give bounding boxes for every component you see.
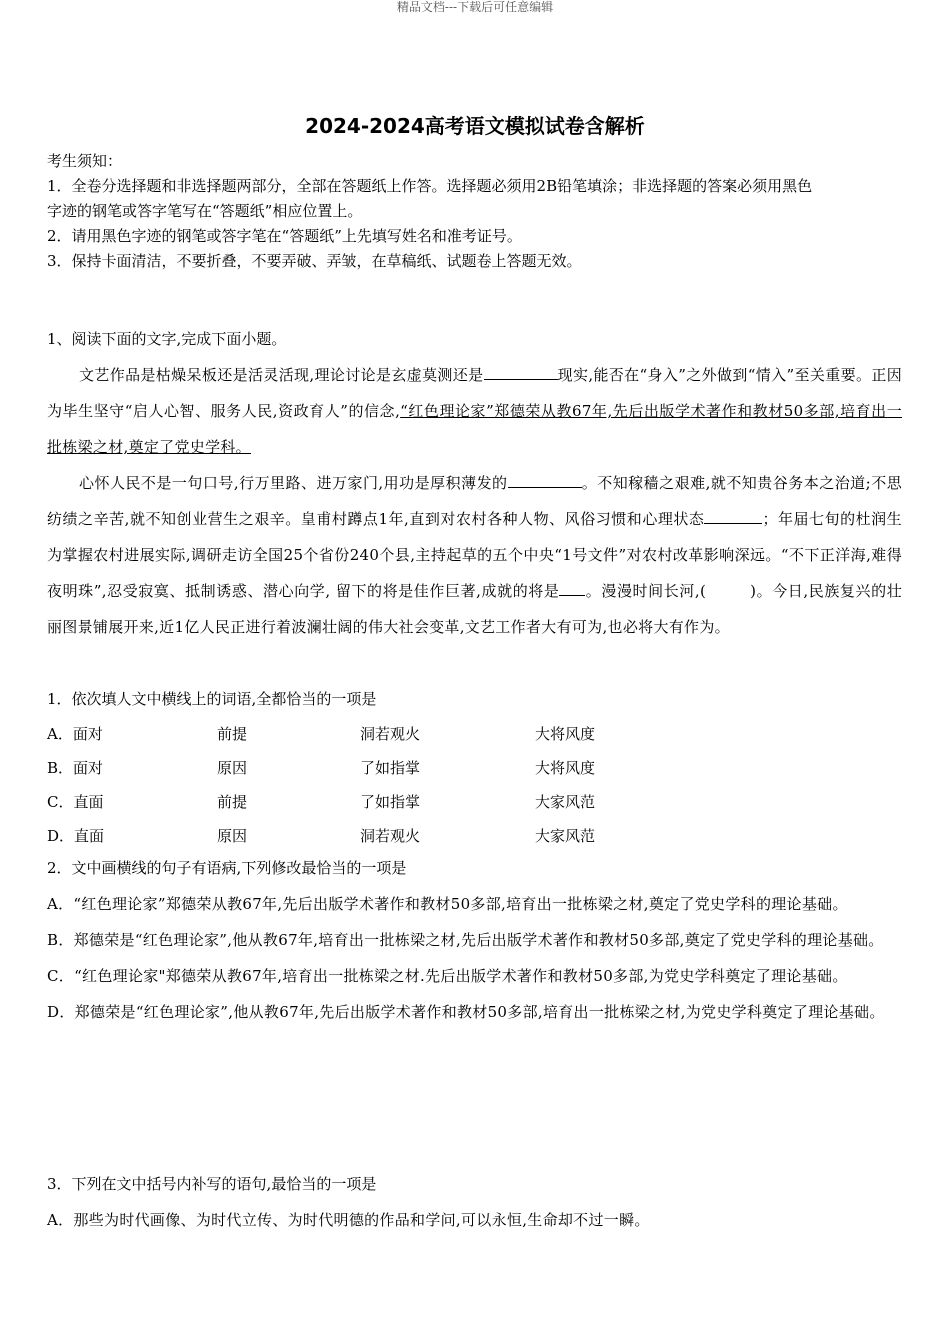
passage-text: )。今日,民族复兴的壮丽图景铺展开来,近1亿人民正进行着波澜壮阔的伟大社会变革,文艺工作者大有可为,也必将大有作为。 xyxy=(47,582,903,636)
option-a: A．“红色理论家”郑德荣从教67年,先后出版学术著作和教材50多部,培育出一批栋梁之材,奠定了党史学科的理论基础。 xyxy=(47,895,848,913)
option-row-a xyxy=(47,717,902,751)
option-label: C．直面 xyxy=(47,793,104,811)
notice-item: 3．保持卡面清洁，不要折叠，不要弄破、弄皱，在草稿纸、试题卷上答题无效。 xyxy=(47,252,582,270)
option-word: 洞若观火 xyxy=(360,725,421,743)
notice-item: 字迹的钢笔或答字笔写在“答题纸”相应位置上。 xyxy=(47,202,363,220)
option-label: B．面对 xyxy=(47,759,104,777)
notice-block xyxy=(47,149,902,274)
passage-text: 。漫漫时间长河,( xyxy=(585,582,707,600)
option-word: 大家风范 xyxy=(535,793,596,811)
passage-text: 心怀人民不是一句口号,行万里路、进万家门,用功是厚积薄发的 xyxy=(79,474,508,492)
passage-paragraph-1 xyxy=(47,357,902,465)
option-row-c xyxy=(47,785,902,819)
fill-blank-1 xyxy=(484,361,558,380)
passage-text: 文艺作品是枯燥呆板还是活灵活现,理论讨论是玄虚莫测还是 xyxy=(79,366,484,384)
fill-blank-2 xyxy=(508,469,582,488)
question-stem: 1．依次填人文中横线上的词语,全都恰当的一项是 xyxy=(47,690,377,708)
option-word: 大家风范 xyxy=(535,827,596,845)
question-1 xyxy=(47,681,902,853)
option-word: 前提 xyxy=(217,793,248,811)
fill-blank-3 xyxy=(704,505,762,524)
passage-paragraph-2 xyxy=(47,465,902,645)
option-word: 原因 xyxy=(217,759,248,777)
question-stem: 2．文中画横线的句子有语病,下列修改最恰当的一项是 xyxy=(47,859,407,877)
option-word: 大将风度 xyxy=(535,725,596,743)
option-a: A．那些为时代画像、为时代立传、为时代明德的作品和学问,可以永恒,生命却不过一瞬。 xyxy=(47,1211,650,1229)
option-word: 前提 xyxy=(217,725,248,743)
fill-blank-4 xyxy=(559,577,585,596)
question-2 xyxy=(47,850,902,1030)
option-word: 了如指掌 xyxy=(360,759,421,777)
option-row-b xyxy=(47,751,902,785)
question-3 xyxy=(47,1166,902,1238)
underlined-sentence: “红色理论家”郑德荣从教67年,先后出版学术著作和教材50多部,培育出一批栋梁之材,奠定了党史学科。 xyxy=(47,402,902,456)
option-c: C．“红色理论家"郑德荣从教67年,培育出一批栋梁之材.先后出版学术著作和教材50多部,为党史学科奠定了理论基础。 xyxy=(47,967,848,985)
passage-text: 。不知稼穑之艰难,就不知贵谷务本之治道;不思纺绩之辛苦,就不知创业营生之艰辛。皇甫村蹲点1年,直到对农村各种人物、风俗习惯和心理状态 xyxy=(47,474,902,528)
option-word: 大将风度 xyxy=(535,759,596,777)
option-row-d xyxy=(47,819,902,853)
option-label: A．面对 xyxy=(47,725,103,743)
passage-text: ；年届七旬的杜润生为掌握农村进展实际,调研走访全国25个省份240个县,主持起草的五个中央“1号文件”对农村改革影响深远。“不下正洋海,难得夜明珠”,忍受寂寞、抵制诱惑、潜心向学, 留下的将是佳作巨著,成就的将是 xyxy=(47,510,902,600)
page-title: 2024-2024高考语文模拟试卷含解析 xyxy=(305,114,645,138)
option-word: 洞若观火 xyxy=(360,827,421,845)
question-stem: 3．下列在文中括号内补写的语句,最恰当的一项是 xyxy=(47,1175,377,1193)
option-d: D．郑德荣是“红色理论家”,他从教67年,先后出版学术著作和教材50多部,培育出一批栋梁之材,为党史学科奠定了理论基础。 xyxy=(47,1003,885,1021)
section-intro: 1、阅读下面的文字,完成下面小题。 xyxy=(47,330,287,348)
option-b: B．郑德荣是“红色理论家”,他从教67年,培育出一批栋梁之材,先后出版学术著作和教材50多部,奠定了党史学科的理论基础。 xyxy=(47,931,884,949)
passage-text: 现实,能否在“身入”之外做到“情入”至关重要。正因为毕生坚守“启人心智、服务人民,资政育人”的信念, xyxy=(47,366,903,420)
notice-item: 1．全卷分选择题和非选择题两部分，全部在答题纸上作答。选择题必须用2B铅笔填涂；非选择题的答案必须用黑色 xyxy=(47,177,813,195)
reading-section xyxy=(47,321,902,645)
option-word: 了如指掌 xyxy=(360,793,421,811)
option-label: D．直面 xyxy=(47,827,105,845)
notice-heading: 考生须知： xyxy=(47,152,123,170)
option-word: 原因 xyxy=(217,827,248,845)
notice-item: 2．请用黑色字迹的钢笔或答字笔在“答题纸”上先填写姓名和准考证号。 xyxy=(47,227,522,245)
header-note: 精品文档---下载后可任意编辑 xyxy=(396,0,554,14)
